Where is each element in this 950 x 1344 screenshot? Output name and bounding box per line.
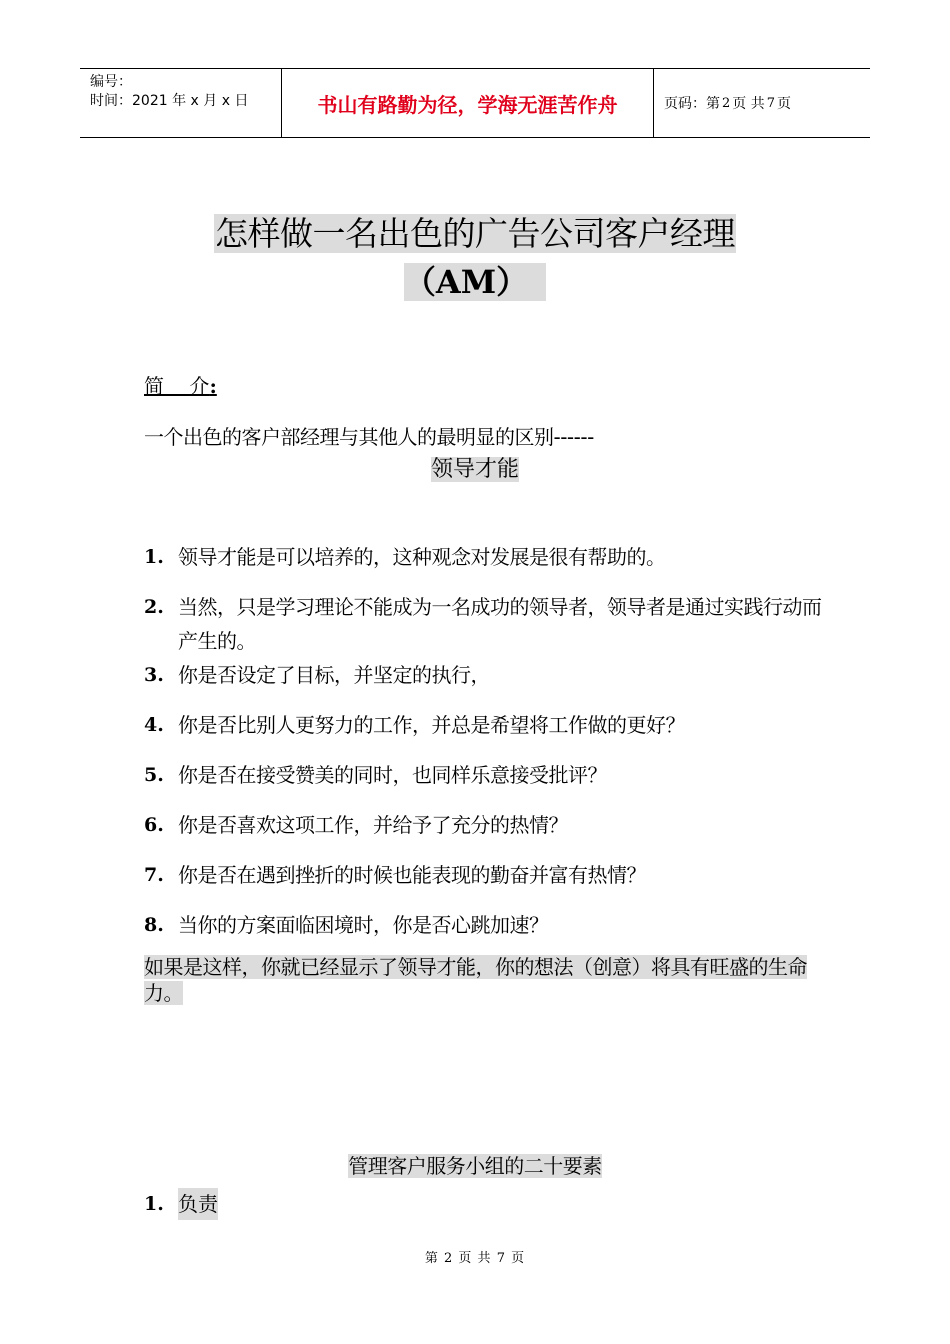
header-page-info	[654, 69, 870, 137]
section-item-text: 负责	[178, 1188, 218, 1220]
page-current: 2	[722, 95, 731, 111]
leadership-text: 领导才能	[430, 457, 519, 482]
list-item	[144, 708, 824, 742]
list-item-text: 你是否设定了目标，并坚定的执行，	[178, 663, 490, 687]
list-item-number: 5.	[144, 764, 164, 786]
section-title-text: 管理客户服务小组的二十要素	[348, 1154, 602, 1178]
list-item-number: 2.	[144, 596, 164, 618]
conclusion-text: 如果是这样，你就已经显示了领导才能，你的想法（创意）将具有旺盛的生命力。	[144, 955, 807, 1005]
list-item	[144, 858, 824, 892]
list-item	[144, 658, 824, 692]
list-item-number: 7.	[144, 864, 164, 886]
leadership-highlight	[0, 455, 950, 485]
document-subtitle	[0, 262, 950, 302]
document-title	[0, 212, 950, 256]
section-heading	[0, 1152, 950, 1180]
page-footer: 第 2 页 共 7 页	[424, 1251, 526, 1266]
list-item-text: 当你的方案面临困境时，你是否心跳加速？	[178, 913, 549, 937]
header-motto: 书山有路勤为径，学海无涯苦作舟	[281, 69, 654, 137]
list-item-number: 8.	[144, 914, 164, 936]
title-line-1: 怎样做一名出色的广告公司客户经理	[215, 214, 735, 253]
intro-text: 一个出色的客户部经理与其他人的最明显的区别------	[144, 425, 594, 449]
header-meta	[80, 69, 281, 137]
list-item	[144, 758, 824, 792]
list-item	[144, 540, 824, 574]
conclusion-paragraph	[144, 954, 814, 1006]
page-prefix: 页码：第	[664, 96, 720, 112]
intro-colon: :	[209, 374, 217, 398]
serial-label: 编号：	[90, 74, 132, 90]
header-table	[80, 68, 870, 138]
list-item-text: 你是否喜欢这项工作，并给予了充分的热情？	[178, 813, 568, 837]
page-mid: 页 共	[732, 96, 765, 112]
page-suffix: 页	[777, 96, 792, 112]
list-item	[144, 908, 824, 942]
list-item-text: 当然，只是学习理论不能成为一名成功的领导者，领导者是通过实践行动而产生的。	[178, 595, 822, 653]
question-list	[144, 540, 824, 958]
list-item-text: 你是否比别人更努力的工作，并总是希望将工作做的更好？	[178, 713, 685, 737]
list-item-number: 3.	[144, 664, 164, 686]
list-item-number: 1.	[144, 546, 164, 568]
list-item-number: 6.	[144, 814, 164, 836]
time-label: 时间：2021 年 x 月 x 日	[90, 93, 249, 109]
list-item-text: 领导才能是可以培养的，这种观念对发展是很有帮助的。	[178, 545, 666, 569]
section-item-number: 1.	[144, 1193, 164, 1215]
title-line-2: （AM）	[404, 263, 546, 301]
section-first-item	[144, 1188, 218, 1220]
intro-label: 简 介	[144, 374, 210, 398]
list-item-number: 4.	[144, 714, 164, 736]
list-item	[144, 590, 824, 658]
list-item-text: 你是否在遇到挫折的时候也能表现的勤奋并富有热情？	[178, 863, 646, 887]
list-item-text: 你是否在接受赞美的同时，也同样乐意接受批评？	[178, 763, 607, 787]
list-item	[144, 808, 824, 842]
page-total: 7	[766, 95, 776, 111]
intro-heading	[144, 370, 217, 399]
